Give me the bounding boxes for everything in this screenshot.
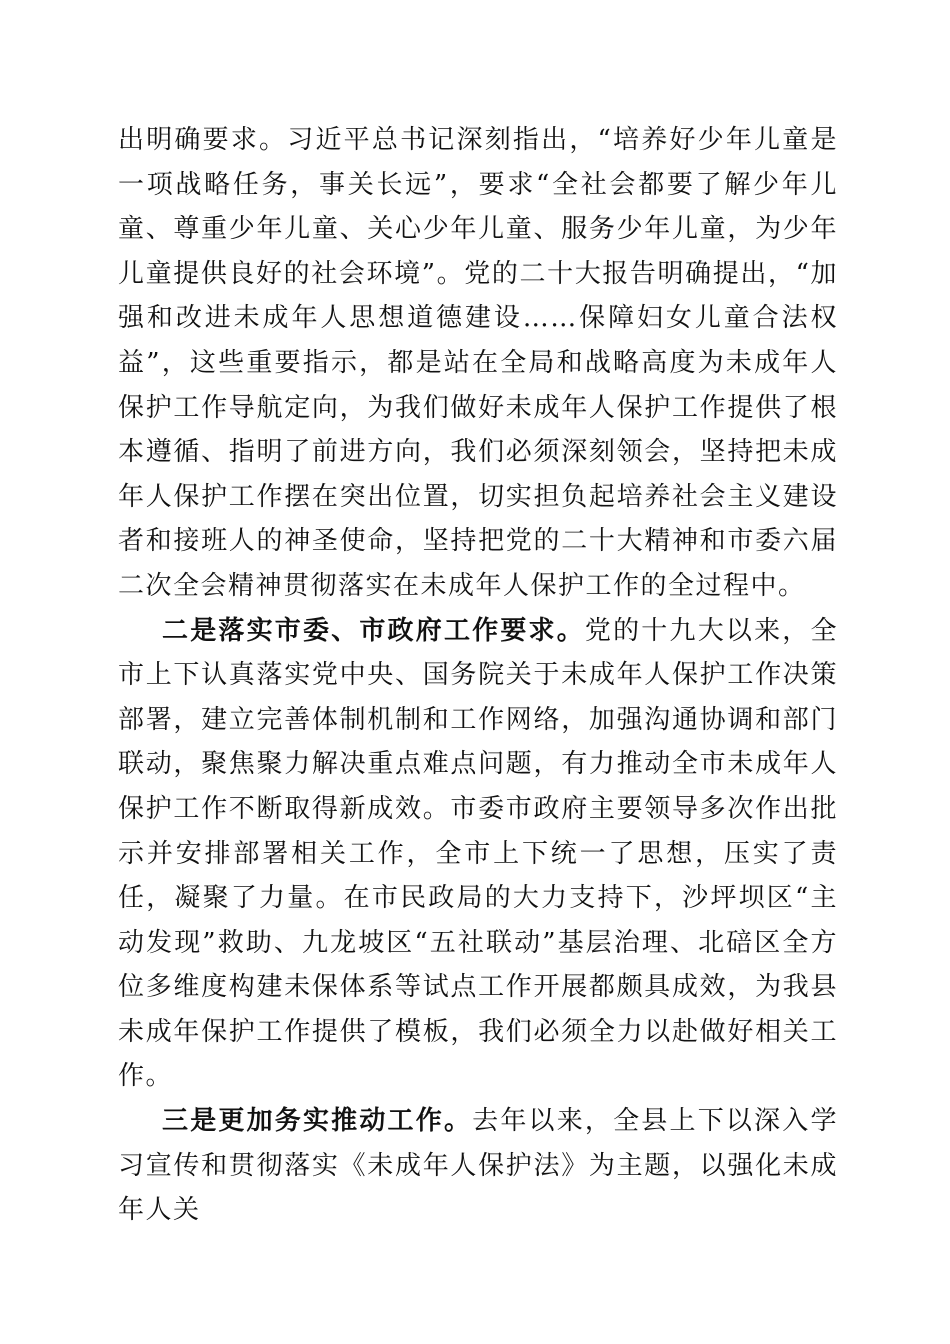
paragraph-1-text: 出明确要求。习近平总书记深刻指出，“培养好少年儿童是一项战略任务，事关长远”，要求“全社会都要了解少年儿童、尊重少年儿童、关心少年儿童、服务少年儿童，为少年儿童提供良好的社会环境”。党的二十大报告明确提出，“加强和改进未成年人思想道德建设……保障妇女儿童合法权益”，这些重要指示，都是站在全局和战略高度为未成年人保护工作导航定向，为我们做好未成年人保护工作提供了根本遵循、指明了前进方向，我们必须深刻领会，坚持把未成年人保护工作摆在突出位置，切实担负起培养社会主义建设者和接班人的神圣使命，坚持把党的二十大精神和市委六届二次全会精神贯彻落实在未成年人保护工作的全过程中。 — [118, 125, 838, 601]
paragraph-2-text: 党的十九大以来，全市上下认真落实党中央、国务院关于未成年人保护工作决策部署，建立完善体制机制和工作网络，加强沟通协调和部门联动，聚焦聚力解决重点难点问题，有力推动全市未成年人保护工作不断取得新成效。市委市政府主要领导多次作出批示并安排部署相关工作，全市上下统一了思想，压实了责任，凝聚了力量。在市民政局的大力支持下，沙坪坝区“主动发现”救助、九龙坡区“五社联动”基层治理、北碚区全方位多维度构建未保体系等试点工作开展都颇具成效，为我县未成年保护工作提供了模板，我们必须全力以赴做好相关工作。 — [118, 615, 838, 1092]
paragraph-2-heading: 二是落实市委、市政府工作要求。 — [162, 615, 585, 646]
paragraph-2 — [118, 609, 838, 1100]
paragraph-3-heading: 三是更加务实推动工作。 — [162, 1106, 473, 1137]
paragraph-3-text: 去年以来，全县上下以深入学习宣传和贯彻落实《未成年人保护法》为主题，以强化未成年人关 — [118, 1106, 838, 1226]
paragraph-1 — [118, 118, 838, 609]
body-text — [118, 118, 838, 1233]
paragraph-3 — [118, 1099, 838, 1233]
